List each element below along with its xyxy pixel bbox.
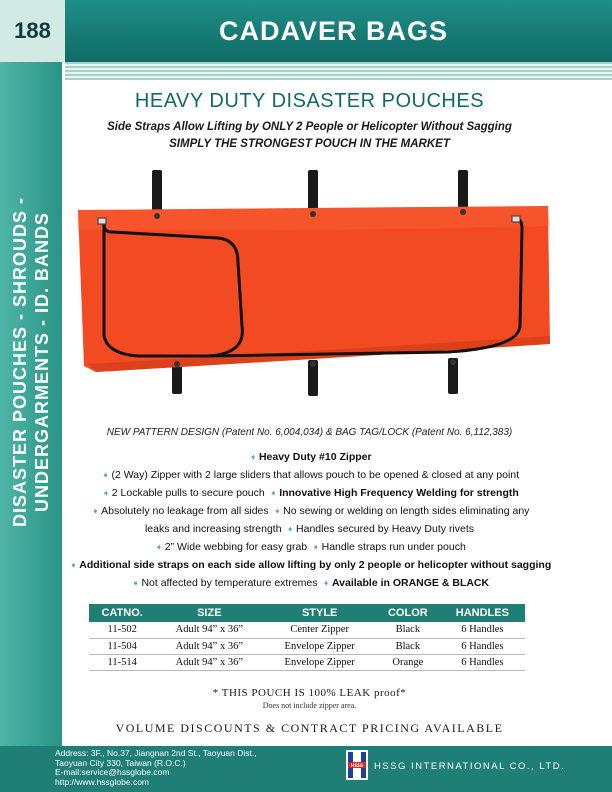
arrow-icon: ➧ [249,452,257,462]
sidebar-text [0,42,62,682]
cell-handles: 6 Handles [440,622,525,638]
cell-style: Envelope Zipper [263,654,376,670]
feature-line-3 [62,484,557,502]
section-heading: HEAVY DUTY DISASTER POUCHES [134,90,485,112]
table-row [89,654,525,670]
arrow-icon: ➧ [273,506,282,516]
arrow-icon: ➧ [131,578,140,588]
cell-catno: 11-514 [89,654,155,670]
col-header-color: COLOR [376,604,440,622]
footer-address [55,749,257,787]
website-text: http://www.hssglobe.com [55,776,150,787]
patent-info: NEW PATTERN DESIGN (Patent No. 6,004,034) & BAG TAG/LOCK (Patent No. 6,112,383) [106,427,513,438]
feature-line-6 [62,538,557,556]
header-stripes [65,62,612,80]
cell-color: Black [376,638,440,654]
address-line-2: Taoyuan City 330, Taiwan (R.O.C.) [55,757,186,768]
cell-handles: 6 Handles [440,638,525,654]
leak-proof-note: * THIS POUCH IS 100% LEAK proof* [212,687,407,699]
hssg-logo-icon [346,750,368,780]
product-spec-table [89,604,525,671]
cell-size: Adult 94” x 36” [155,622,263,638]
feature-line-5 [62,520,557,538]
leak-proof-subnote: Does not include zipper area. [262,701,357,710]
cell-style: Envelope Zipper [263,638,376,654]
col-header-catno: CATNO. [89,604,155,622]
feature-list [62,448,557,592]
feature-zipper: Heavy Duty #10 Zipper [258,451,372,463]
feature-rivets: Handles secured by Heavy Duty rivets [296,523,475,535]
feature-no-leakage: Absolutely no leakage from all sides [101,505,269,517]
arrow-icon: ➧ [155,542,163,552]
disaster-pouch-image [68,166,558,400]
cell-color: Orange [376,654,440,670]
cell-handles: 6 Handles [440,654,525,670]
feature-welding: Innovative High Frequency Welding for strength [279,487,519,499]
page-number: 188 [14,18,51,43]
table-row [89,638,525,654]
col-header-style: STYLE [263,604,376,622]
arrow-icon: ➧ [312,542,320,552]
feature-temperature: Not affected by temperature extremes [141,577,318,589]
address-line-1: Address: 3F., No.37, Jiangnan 2nd St., Taoyuan Dist., [55,748,257,758]
cell-catno: 11-504 [89,638,155,654]
sidebar-line-1: DISASTER POUCHES - SHROUDS - [10,196,30,528]
cell-color: Black [376,622,440,638]
arrow-icon: ➧ [101,470,110,480]
table-header-row [89,604,525,622]
feature-webbing: 2” Wide webbing for easy grab [164,541,308,553]
volume-discount-note: VOLUME DISCOUNTS & CONTRACT PRICING AVAILABLE [115,721,504,735]
feature-two-way-zipper: (2 Way) Zipper with 2 large sliders that allows pouch to be opened & closed at any point [111,469,520,481]
email-text: E-mail:service@hssglobe.com [55,767,170,777]
page-title: CADAVER BAGS [218,15,448,46]
feature-side-straps: Additional side straps on each side allow lifting by only 2 people or helicopter without sagging [79,559,552,571]
feature-line-2 [62,466,557,484]
table-row [89,622,525,638]
feature-line-8 [62,574,557,592]
arrow-icon: ➧ [69,560,78,570]
sidebar-line-2: UNDERGARMENTS - ID. BANDS [32,212,52,513]
company-name: HSSG INTERNATIONAL CO., LTD. [374,761,566,772]
arrow-icon: ➧ [269,488,278,498]
arrow-icon: ➧ [322,578,330,588]
col-header-handles: HANDLES [440,604,525,622]
arrow-icon: ➧ [91,506,100,516]
feature-no-sewing: No sewing or welding on length sides eliminating any [283,505,530,517]
arrow-icon: ➧ [286,524,295,534]
subtitle-lifting: Side Straps Allow Lifting by ONLY 2 People or Helicopter Without Sagging [107,121,512,133]
cell-size: Adult 94” x 36” [155,638,263,654]
footer [0,746,612,792]
col-header-size: SIZE [155,604,263,622]
feature-line-7 [62,556,557,574]
feature-line-4 [62,502,557,520]
feature-no-sewing-cont: leaks and increasing strength [144,523,282,535]
category-sidebar [0,62,62,746]
cell-style: Center Zipper [263,622,376,638]
arrow-icon: ➧ [102,488,110,498]
subtitle-strongest: SIMPLY THE STRONGEST POUCH IN THE MARKET [169,138,450,150]
logo-text: HSSG [350,763,364,768]
header-bar [65,0,612,62]
feature-lockable-pulls: 2 Lockable pulls to secure pouch [111,487,265,499]
feature-line-1 [62,448,557,466]
cell-size: Adult 94” x 36” [155,654,263,670]
feature-handle-straps: Handle straps run under pouch [321,541,466,553]
feature-colors: Available in ORANGE & BLACK [331,577,490,589]
cell-catno: 11-502 [89,622,155,638]
